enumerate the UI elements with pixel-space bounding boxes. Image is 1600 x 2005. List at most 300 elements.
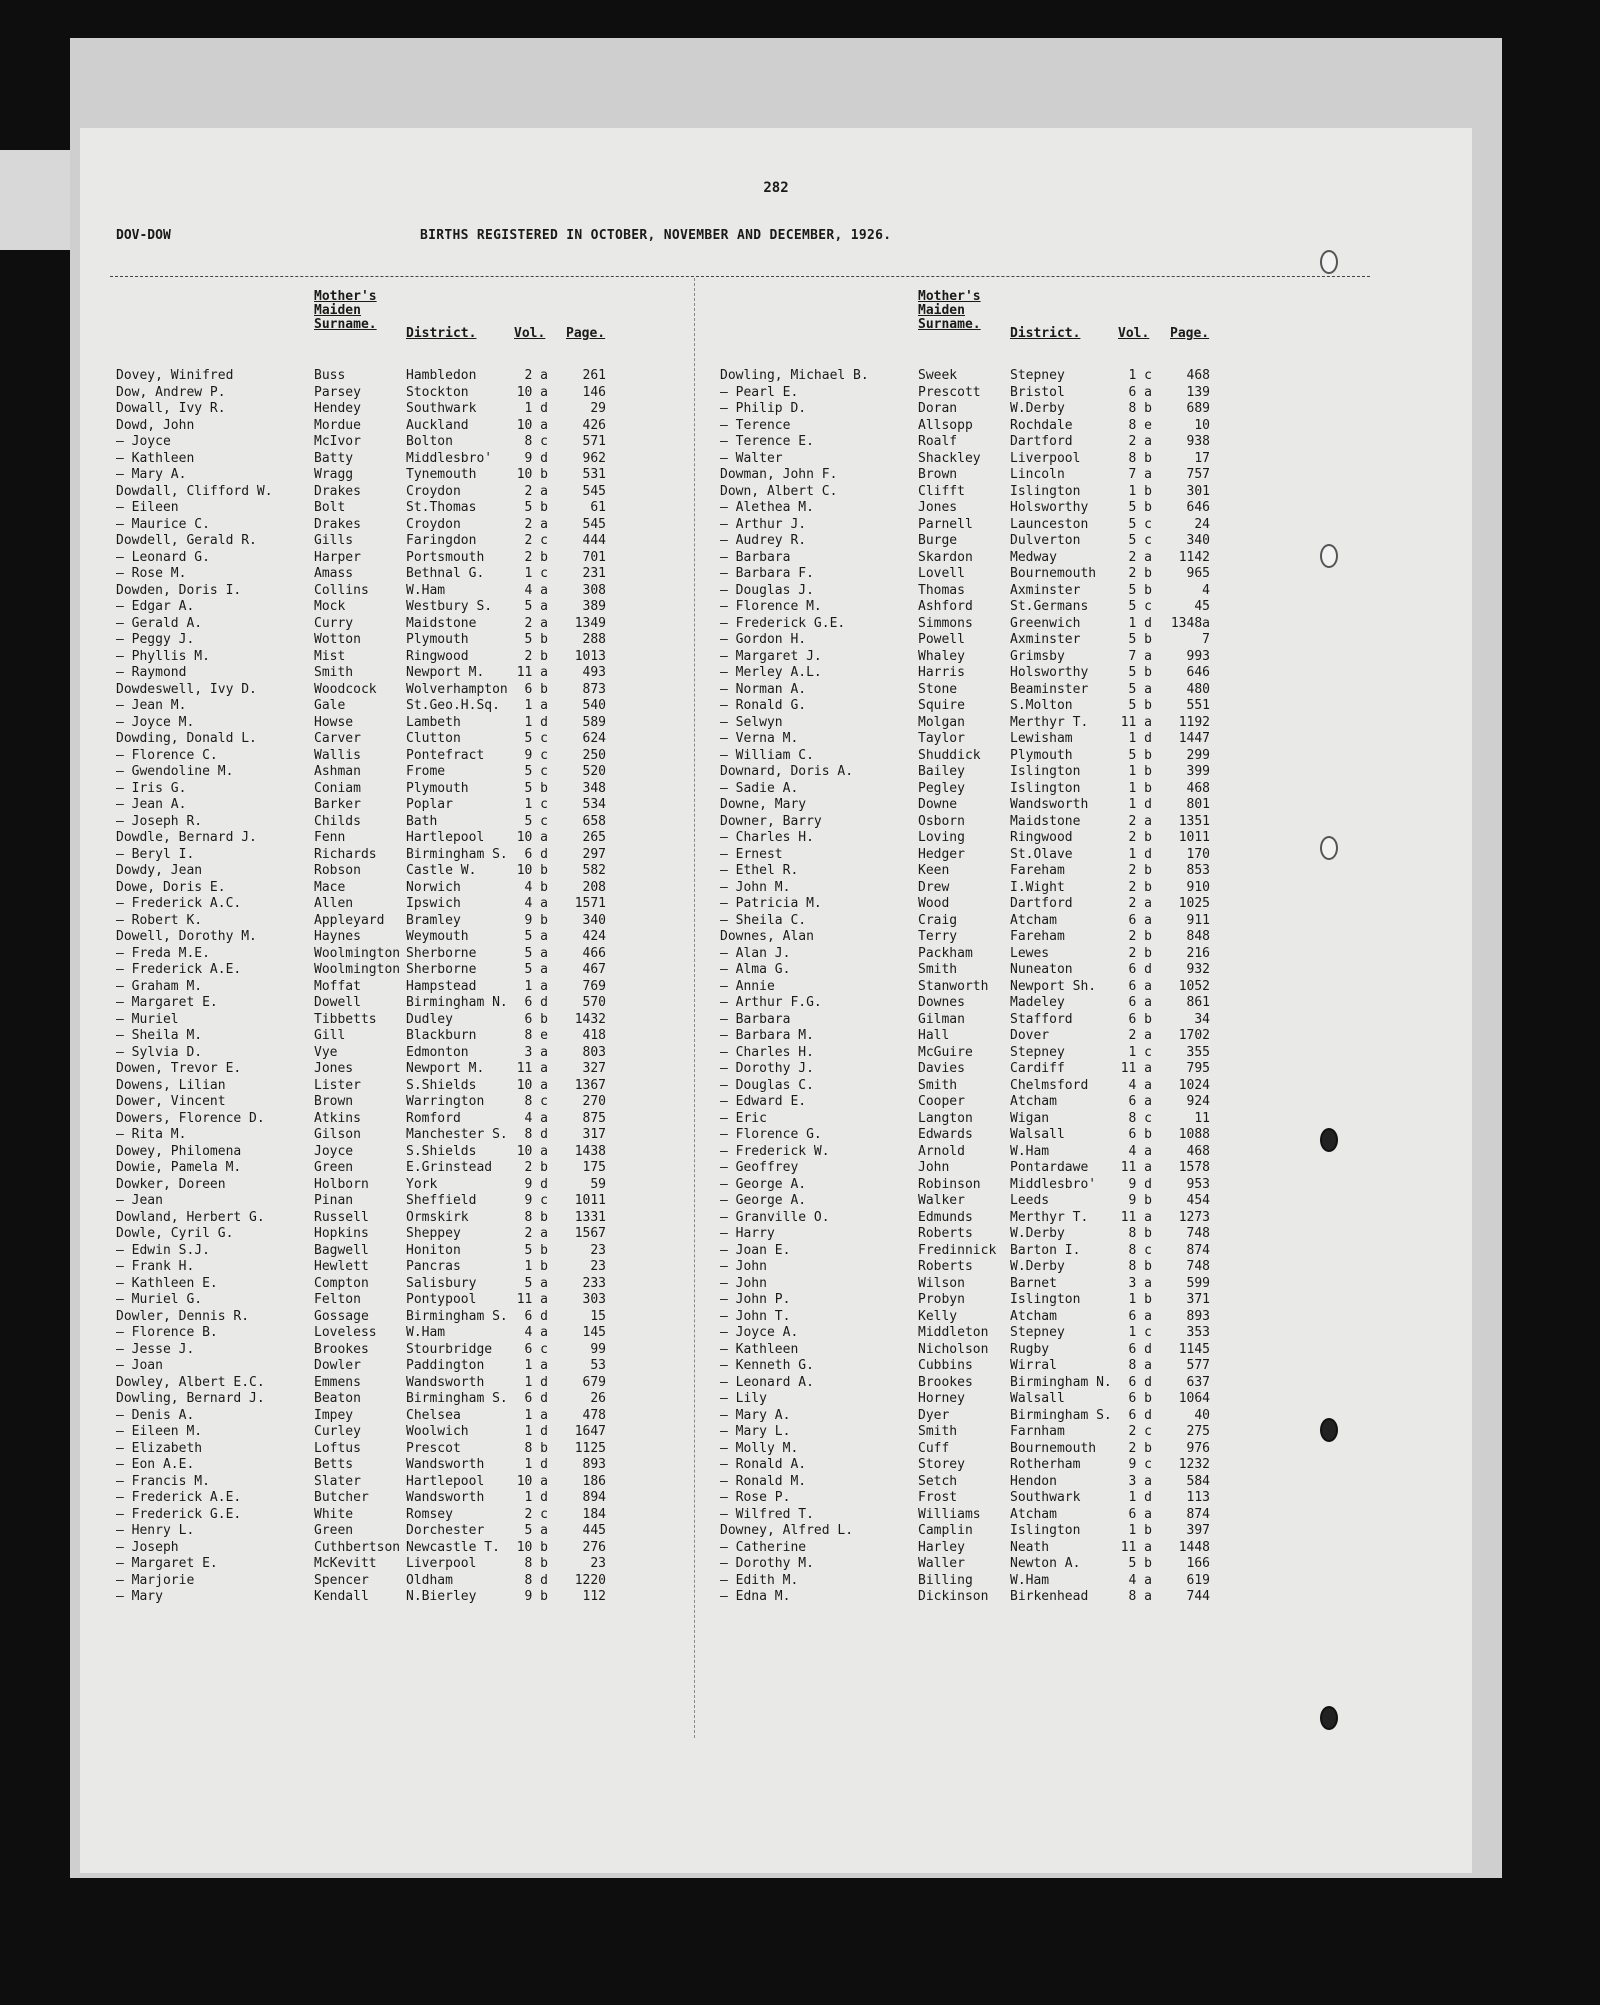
entry-page: 701	[582, 549, 606, 565]
entry-page: 23	[590, 1242, 606, 1258]
entry-district: Castle W.	[406, 863, 477, 878]
register-entry	[720, 1408, 1310, 1425]
entry-vol: 6 d	[1128, 962, 1152, 977]
header-vol: Vol.	[1118, 326, 1150, 341]
register-entry	[720, 1573, 1310, 1590]
entry-page: 1125	[574, 1440, 606, 1456]
entry-mother-maiden-surname: Curley	[314, 1424, 361, 1439]
entry-page: 175	[582, 1160, 606, 1175]
entry-mother-maiden-surname: Harley	[918, 1539, 965, 1555]
register-entry	[116, 1160, 706, 1177]
entry-page: 874	[1186, 1242, 1210, 1258]
entry-district: Sherborne	[406, 945, 477, 961]
entry-mother-maiden-surname: Parsey	[314, 384, 361, 400]
entry-mother-maiden-surname: Drakes	[314, 483, 361, 499]
entry-district: Atcham	[1010, 1094, 1057, 1109]
entry-mother-maiden-surname: Robson	[314, 863, 361, 878]
entry-name: Dowley, Albert E.C.	[116, 1374, 265, 1390]
register-entry	[720, 1160, 1310, 1177]
register-page	[80, 128, 1472, 1873]
register-entry	[720, 1259, 1310, 1276]
entry-mother-maiden-surname: Allen	[314, 896, 354, 911]
entry-vol: 8 a	[1128, 1358, 1152, 1373]
entry-page: 874	[1186, 1506, 1210, 1522]
header-mothers-maiden-surname: Mother's Maiden Surname.	[918, 289, 981, 332]
entry-name: — Joseph	[116, 1539, 179, 1555]
entry-district: Wandsworth	[406, 1374, 485, 1390]
entry-district: Stepney	[1010, 1325, 1065, 1340]
entry-district: Manchester S.	[406, 1127, 508, 1142]
entry-vol: 10 a	[516, 384, 548, 400]
entry-name: — John T.	[720, 1308, 791, 1324]
entry-vol: 5 a	[524, 1523, 548, 1538]
entry-page: 299	[1186, 747, 1210, 763]
entry-mother-maiden-surname: Cubbins	[918, 1358, 973, 1373]
entry-name: Dowling, Bernard J.	[116, 1391, 265, 1406]
entry-name: Dowers, Florence D.	[116, 1110, 265, 1126]
entry-mother-maiden-surname: Wilson	[918, 1275, 965, 1291]
entry-name: Dowdy, Jean	[116, 863, 203, 878]
entry-vol: 5 a	[524, 599, 548, 614]
register-entry	[116, 1490, 706, 1507]
entry-vol: 7 a	[1128, 467, 1152, 482]
entry-name: — George A.	[720, 1176, 807, 1192]
entry-name: — Rita M.	[116, 1127, 187, 1142]
entry-mother-maiden-surname: Harper	[314, 549, 361, 565]
entry-mother-maiden-surname: Fenn	[314, 830, 346, 845]
entry-vol: 9 c	[524, 1193, 548, 1208]
entry-vol: 3 a	[1128, 1473, 1152, 1489]
register-entry	[720, 748, 1310, 765]
entry-name: — Verna M.	[720, 731, 799, 746]
register-entry	[720, 715, 1310, 732]
entry-vol: 5 c	[524, 731, 548, 746]
entry-page: 59	[590, 1176, 606, 1192]
entry-name: — Edna M.	[720, 1589, 791, 1604]
entry-vol: 4 a	[524, 896, 548, 911]
entry-page: 466	[582, 945, 606, 961]
entry-page: 1011	[574, 1193, 606, 1208]
entry-name: — Frederick G.E.	[720, 615, 846, 631]
entry-page: 875	[582, 1110, 606, 1126]
entry-vol: 1 c	[524, 566, 548, 581]
entry-name: — Edwin S.J.	[116, 1242, 210, 1258]
entry-district: W.Ham	[1010, 1143, 1050, 1159]
entry-name: — Terence	[720, 417, 791, 433]
entry-page: 1571	[574, 896, 606, 911]
register-entry	[720, 764, 1310, 781]
entry-district: N.Bierley	[406, 1589, 477, 1604]
entry-vol: 5 b	[524, 780, 548, 796]
entry-mother-maiden-surname: Kendall	[314, 1589, 369, 1604]
entry-page: 932	[1186, 962, 1210, 977]
entry-name: — Margaret E.	[116, 1556, 218, 1571]
entry-page: 894	[582, 1490, 606, 1505]
entry-page: 1349	[574, 615, 606, 631]
register-entry	[116, 1523, 706, 1540]
entry-district: Dulverton	[1010, 533, 1081, 548]
entry-mother-maiden-surname: Burge	[918, 533, 958, 548]
entry-page: 61	[590, 500, 606, 515]
entry-page: 1351	[1178, 813, 1210, 829]
entry-district: Barton I.	[1010, 1242, 1081, 1258]
entry-page: 467	[582, 962, 606, 977]
entry-vol: 5 b	[1128, 582, 1152, 598]
entry-district: Plymouth	[406, 780, 469, 796]
entry-mother-maiden-surname: Woodcock	[314, 681, 377, 697]
register-entry	[116, 434, 706, 451]
entry-name: — Leonard G.	[116, 549, 210, 565]
entry-name: — Eileen M.	[116, 1424, 203, 1439]
entry-mother-maiden-surname: Gills	[314, 533, 354, 548]
entry-name: — Gerald A.	[116, 615, 203, 631]
entry-vol: 6 b	[1128, 1011, 1152, 1027]
entry-district: Edmonton	[406, 1044, 469, 1060]
register-entry	[116, 995, 706, 1012]
entry-district: Nuneaton	[1010, 962, 1073, 977]
entry-vol: 2 b	[1128, 1440, 1152, 1456]
register-entry	[116, 1309, 706, 1326]
entry-district: Poplar	[406, 797, 453, 812]
entry-page: 146	[582, 384, 606, 400]
entry-vol: 8 c	[524, 434, 548, 449]
entry-mother-maiden-surname: Brookes	[314, 1341, 369, 1357]
register-entry	[720, 1243, 1310, 1260]
entry-mother-maiden-surname: Dickinson	[918, 1589, 989, 1604]
entry-mother-maiden-surname: Emmens	[314, 1374, 361, 1390]
entry-name: — Peggy J.	[116, 632, 195, 647]
entry-name: Dowall, Ivy R.	[116, 401, 226, 416]
entry-vol: 2 b	[524, 549, 548, 565]
entry-page: 99	[590, 1341, 606, 1357]
entry-mother-maiden-surname: Brown	[918, 467, 958, 482]
entry-page: 303	[582, 1292, 606, 1307]
entry-name: Dowker, Doreen	[116, 1176, 226, 1192]
register-entry	[720, 830, 1310, 847]
entry-name: Dowdell, Gerald R.	[116, 533, 257, 548]
entry-name: — Jean A.	[116, 797, 187, 812]
entry-vol: 1 c	[524, 797, 548, 812]
entry-mother-maiden-surname: Woolmington	[314, 945, 401, 961]
entry-page: 24	[1194, 516, 1210, 532]
register-entry	[116, 1507, 706, 1524]
entry-page: 1192	[1178, 714, 1210, 730]
entry-name: — Florence C.	[116, 747, 218, 763]
entry-page: 454	[1186, 1193, 1210, 1208]
entry-name: — Edward E.	[720, 1094, 807, 1109]
entry-mother-maiden-surname: Shackley	[918, 450, 981, 466]
register-entry	[720, 500, 1310, 517]
entry-vol: 1 d	[524, 1424, 548, 1439]
entry-district: Pontefract	[406, 747, 485, 763]
entry-vol: 6 a	[1128, 1308, 1152, 1324]
entry-vol: 2 a	[1128, 813, 1152, 829]
register-entry	[720, 1391, 1310, 1408]
entry-district: Fareham	[1010, 929, 1065, 944]
entry-name: — Margaret E.	[116, 995, 218, 1010]
entry-mother-maiden-surname: Cuthbertson	[314, 1539, 401, 1555]
entry-vol: 5 b	[1128, 632, 1152, 647]
entry-page: 261	[582, 368, 606, 383]
entry-page: 34	[1194, 1011, 1210, 1027]
entry-mother-maiden-surname: Stanworth	[918, 978, 989, 994]
entry-name: — Philip D.	[720, 401, 807, 416]
entry-page: 468	[1186, 1143, 1210, 1159]
entry-district: Woolwich	[406, 1424, 469, 1439]
entry-vol: 11 a	[1120, 1160, 1152, 1175]
entry-vol: 2 a	[524, 483, 548, 499]
entry-district: S.Shields	[406, 1143, 477, 1159]
entry-name: — Graham M.	[116, 978, 203, 994]
entry-page: 873	[582, 681, 606, 697]
entry-vol: 6 a	[1128, 978, 1152, 994]
entry-vol: 8 a	[1128, 1589, 1152, 1604]
entry-mother-maiden-surname: Holborn	[314, 1176, 369, 1192]
entry-name: — Joan	[116, 1358, 163, 1373]
entry-name: — Barbara	[720, 549, 791, 565]
entry-mother-maiden-surname: McGuire	[918, 1044, 973, 1060]
entry-page: 795	[1186, 1061, 1210, 1076]
entry-name: — Maurice C.	[116, 516, 210, 532]
entry-name: — Norman A.	[720, 681, 807, 697]
entry-name: — Terence E.	[720, 434, 814, 449]
entry-district: Westbury S.	[406, 599, 493, 614]
entry-page: 584	[1186, 1473, 1210, 1489]
entry-vol: 5 b	[1128, 500, 1152, 515]
entry-name: — Rose P.	[720, 1490, 791, 1505]
entry-mother-maiden-surname: McKevitt	[314, 1556, 377, 1571]
entry-district: Lincoln	[1010, 467, 1065, 482]
entry-name: — Beryl I.	[116, 846, 195, 862]
register-entry	[720, 1012, 1310, 1029]
entry-name: — Gwendoline M.	[116, 764, 234, 779]
entry-district: Hendon	[1010, 1473, 1057, 1489]
entry-name: — Raymond	[116, 665, 187, 680]
entry-vol: 4 a	[524, 1325, 548, 1340]
register-entry	[720, 368, 1310, 385]
register-entry	[720, 1457, 1310, 1474]
entry-page: 10	[1194, 417, 1210, 433]
register-entry	[720, 649, 1310, 666]
register-entry	[720, 797, 1310, 814]
entry-district: Pancras	[406, 1259, 461, 1274]
entry-vol: 5 b	[524, 500, 548, 515]
entry-name: Dowie, Pamela M.	[116, 1160, 242, 1175]
entry-page: 1702	[1178, 1028, 1210, 1043]
entry-mother-maiden-surname: Green	[314, 1523, 354, 1538]
entry-page: 208	[582, 879, 606, 895]
entry-name: — Joyce M.	[116, 714, 195, 730]
register-entry	[116, 401, 706, 418]
entry-vol: 6 b	[524, 681, 548, 697]
entry-mother-maiden-surname: Ashman	[314, 764, 361, 779]
register-entry	[116, 715, 706, 732]
entry-vol: 5 a	[524, 1275, 548, 1291]
entry-mother-maiden-surname: Curry	[314, 615, 354, 631]
register-entry	[720, 863, 1310, 880]
entry-mother-maiden-surname: Skardon	[918, 549, 973, 565]
entry-name: — Merley A.L.	[720, 665, 822, 680]
register-entry	[720, 913, 1310, 930]
entry-vol: 8 b	[1128, 401, 1152, 416]
register-entry	[116, 1028, 706, 1045]
register-entry	[720, 467, 1310, 484]
entry-mother-maiden-surname: Robinson	[918, 1176, 981, 1192]
entry-page: 288	[582, 632, 606, 647]
entry-vol: 5 c	[1128, 516, 1152, 532]
right-column	[720, 290, 1310, 1606]
entry-page: 276	[582, 1539, 606, 1555]
entry-vol: 9 d	[524, 450, 548, 466]
entry-name: — Alethea M.	[720, 500, 814, 515]
register-entry	[116, 1111, 706, 1128]
register-entry	[720, 814, 1310, 831]
entry-district: Dartford	[1010, 896, 1073, 911]
entry-name: — Harry	[720, 1226, 775, 1241]
register-entry	[116, 418, 706, 435]
entry-name: — Rose M.	[116, 566, 187, 581]
entry-page: 166	[1186, 1556, 1210, 1571]
entry-name: — Jean M.	[116, 698, 187, 713]
entry-name: — Kathleen	[720, 1341, 799, 1357]
entry-vol: 10 b	[516, 1539, 548, 1555]
entry-name: — Elizabeth	[116, 1440, 203, 1456]
register-entry	[720, 1127, 1310, 1144]
entry-mother-maiden-surname: Downes	[918, 995, 965, 1010]
entry-vol: 8 e	[524, 1028, 548, 1043]
register-entry	[116, 484, 706, 501]
entry-district: Paddington	[406, 1358, 485, 1373]
entry-page: 15	[590, 1308, 606, 1324]
entry-district: Bath	[406, 813, 438, 829]
entry-page: 551	[1186, 698, 1210, 713]
entry-vol: 1 a	[524, 1358, 548, 1373]
entry-name: — Sheila C.	[720, 912, 807, 928]
entry-page: 619	[1186, 1572, 1210, 1588]
entry-district: Romsey	[406, 1506, 453, 1522]
entry-name: — Joyce A.	[720, 1325, 799, 1340]
entry-district: Walsall	[1010, 1127, 1065, 1142]
entry-name: — George A.	[720, 1193, 807, 1208]
entry-vol: 6 b	[524, 1011, 548, 1027]
entry-name: Dowding, Donald L.	[116, 731, 257, 746]
entry-vol: 4 a	[1128, 1143, 1152, 1159]
register-entry	[116, 1226, 706, 1243]
entry-page: 938	[1186, 434, 1210, 449]
entry-name: Downard, Doris A.	[720, 764, 854, 779]
entry-vol: 2 a	[1128, 434, 1152, 449]
register-entry	[116, 748, 706, 765]
entry-district: Chelmsford	[1010, 1077, 1089, 1093]
entry-page: 853	[1186, 863, 1210, 878]
register-entry	[116, 1259, 706, 1276]
entry-vol: 2 c	[524, 533, 548, 548]
entry-district: Dover	[1010, 1028, 1050, 1043]
entry-mother-maiden-surname: Buss	[314, 368, 346, 383]
entry-page: 1024	[1178, 1077, 1210, 1093]
entry-vol: 9 d	[1128, 1176, 1152, 1192]
entry-district: Pontardawe	[1010, 1160, 1089, 1175]
entry-vol: 4 a	[1128, 1077, 1152, 1093]
entry-name: Dower, Vincent	[116, 1094, 226, 1109]
entry-page: 317	[582, 1127, 606, 1142]
entry-page: 1273	[1178, 1209, 1210, 1225]
entry-name: — John	[720, 1259, 767, 1274]
register-entry	[720, 962, 1310, 979]
entry-district: Atcham	[1010, 912, 1057, 928]
entry-vol: 11 a	[1120, 1209, 1152, 1225]
entry-page: 23	[590, 1259, 606, 1274]
entry-vol: 6 a	[1128, 1506, 1152, 1522]
entry-name: — Dorothy M.	[720, 1556, 814, 1571]
entry-name: — Edgar A.	[116, 599, 195, 614]
register-entry	[720, 1490, 1310, 1507]
entry-name: — Walter	[720, 450, 783, 466]
entry-mother-maiden-surname: Wotton	[314, 632, 361, 647]
entry-page: 589	[582, 714, 606, 730]
entry-mother-maiden-surname: Smith	[918, 1077, 958, 1093]
entry-vol: 1 d	[524, 1457, 548, 1472]
entry-vol: 2 b	[1128, 929, 1152, 944]
entry-district: Hambledon	[406, 368, 477, 383]
entry-mother-maiden-surname: Smith	[314, 665, 354, 680]
entry-page: 371	[1186, 1292, 1210, 1307]
entry-page: 953	[1186, 1176, 1210, 1192]
entry-vol: 8 e	[1128, 417, 1152, 433]
entry-mother-maiden-surname: Smith	[918, 1424, 958, 1439]
entry-page: 1011	[1178, 830, 1210, 845]
entry-district: Birmingham N.	[1010, 1374, 1112, 1390]
entry-name: Dowland, Herbert G.	[116, 1209, 265, 1225]
entry-district: Newport M.	[406, 665, 485, 680]
entry-page: 1438	[574, 1143, 606, 1159]
header-vol: Vol.	[514, 326, 546, 341]
entry-name: — Florence M.	[720, 599, 822, 614]
entry-page: 275	[1186, 1424, 1210, 1439]
entry-district: Weymouth	[406, 929, 469, 944]
entry-district: Launceston	[1010, 516, 1089, 532]
entry-name: Dowens, Lilian	[116, 1077, 226, 1093]
entry-name: Dowey, Philomena	[116, 1143, 242, 1159]
entry-mother-maiden-surname: Packham	[918, 945, 973, 961]
entry-page: 893	[1186, 1308, 1210, 1324]
register-entry	[116, 764, 706, 781]
entry-name: — Mary A.	[116, 467, 187, 482]
entry-vol: 10 a	[516, 417, 548, 433]
entry-page: 624	[582, 731, 606, 746]
entry-page: 170	[1186, 846, 1210, 862]
entry-mother-maiden-surname: Moffat	[314, 978, 361, 994]
register-entry	[116, 583, 706, 600]
entry-district: Barnet	[1010, 1275, 1057, 1291]
entry-mother-maiden-surname: Brown	[314, 1094, 354, 1109]
entry-mother-maiden-surname: Atkins	[314, 1110, 361, 1126]
entry-vol: 1 b	[1128, 483, 1152, 499]
entry-mother-maiden-surname: White	[314, 1506, 354, 1522]
register-entry	[116, 847, 706, 864]
entry-name: — Ronald M.	[720, 1473, 807, 1489]
entry-vol: 2 a	[524, 1226, 548, 1241]
register-entry	[116, 1144, 706, 1161]
entry-mother-maiden-surname: Appleyard	[314, 912, 385, 928]
entry-district: Birkenhead	[1010, 1589, 1089, 1604]
entry-page: 571	[582, 434, 606, 449]
register-entry	[116, 385, 706, 402]
register-entry	[116, 1210, 706, 1227]
entry-district: W.Derby	[1010, 401, 1065, 416]
entry-mother-maiden-surname: Bolt	[314, 500, 346, 515]
entry-vol: 9 b	[524, 1589, 548, 1604]
